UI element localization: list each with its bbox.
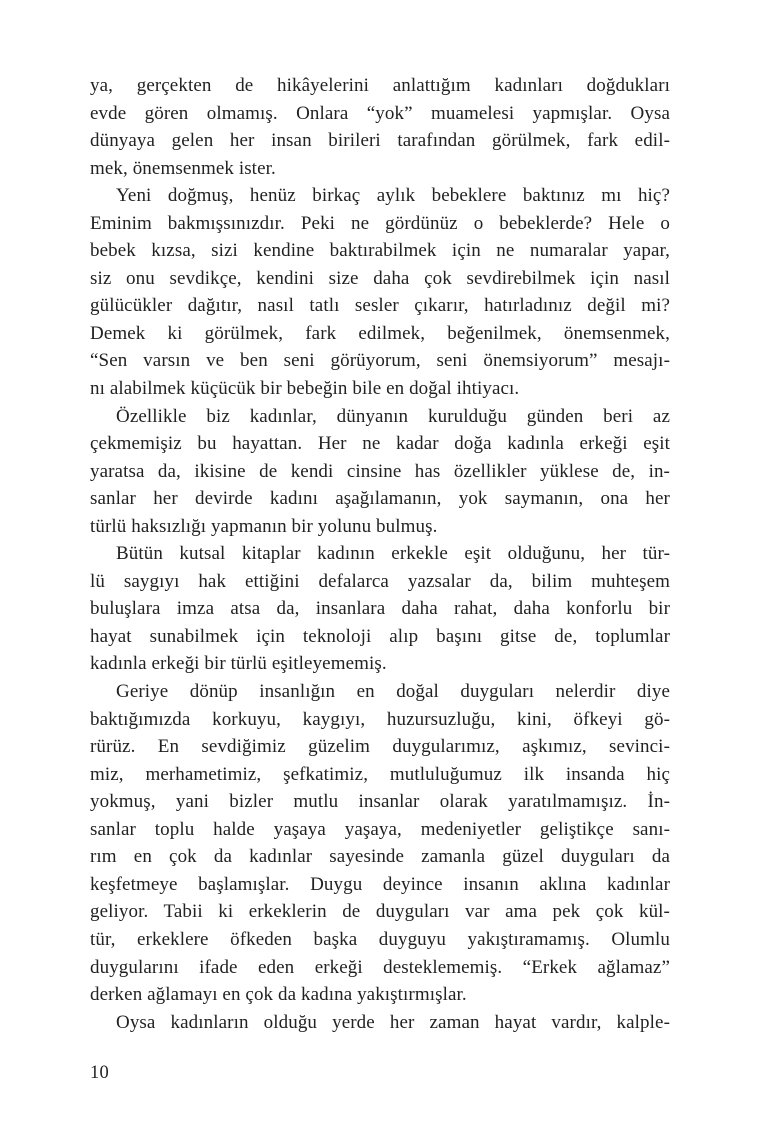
text-line: hayat sunabilmek için teknoloji alıp başını gitse de, toplumlar bbox=[90, 625, 670, 647]
text-line: Bütün kutsal kitaplar kadının erkekle eşit olduğunu, her tür- bbox=[116, 543, 670, 565]
text-line: yokmuş, yani bizler mutlu insanlar olarak yaratılmamışız. İn- bbox=[90, 791, 670, 813]
text-line: nı alabilmek küçücük bir bebeğin bile en doğal ihtiyacı. bbox=[90, 378, 520, 400]
text-line: Oysa kadınların olduğu yerde her zaman hayat vardır, kalple- bbox=[116, 1011, 670, 1033]
text-line: Özellikle biz kadınlar, dünyanın kurulduğu günden beri az bbox=[116, 405, 670, 427]
text-line: çekmemişiz bu hayattan. Her ne kadar doğa kadınla erkeği eşit bbox=[90, 433, 670, 455]
page-number: 10 bbox=[90, 1063, 109, 1083]
text-line: bebek kızsa, sizi kendine baktırabilmek için ne numaralar yapar, bbox=[90, 240, 670, 262]
text-line: dünyaya gelen her insan birileri tarafından görülmek, fark edil- bbox=[90, 130, 670, 152]
body-text bbox=[90, 72, 670, 1036]
text-line: Geriye dönüp insanlığın en doğal duyguları nelerdir diye bbox=[116, 681, 670, 703]
text-line: buluşlara imza atsa da, insanlara daha rahat, daha konforlu bir bbox=[90, 598, 670, 620]
text-line: gülücükler dağıtır, nasıl tatlı sesler çıkarır, hatırladınız değil mi? bbox=[90, 295, 670, 317]
text-line: Eminim bakmışsınızdır. Peki ne gördünüz o bebeklerde? Hele o bbox=[90, 212, 670, 234]
text-line: rım en çok da kadınlar sayesinde zamanla güzel duyguları da bbox=[90, 846, 670, 868]
paragraph bbox=[90, 540, 670, 678]
text-line: Demek ki görülmek, fark edilmek, beğenilmek, önemsenmek, bbox=[90, 322, 670, 344]
text-line: geliyor. Tabii ki erkeklerin de duyguları var ama pek çok kül- bbox=[90, 901, 670, 923]
text-line: siz onu sevdikçe, kendini size daha çok sevdirebilmek için nasıl bbox=[90, 267, 670, 289]
text-line: tür, erkeklere öfkeden başka duyguyu yakıştıramamış. Olumlu bbox=[90, 928, 670, 950]
text-line: sanlar toplu halde yaşaya yaşaya, medeniyetler geliştikçe sanı- bbox=[90, 818, 670, 840]
text-line: sanlar her devirde kadını aşağılamanın, yok saymanın, ona her bbox=[90, 488, 670, 510]
text-line: lü saygıyı hak ettiğini defalarca yazsalar da, bilim muhteşem bbox=[90, 570, 670, 592]
text-line: kadınla erkeği bir türlü eşitleyememiş. bbox=[90, 653, 387, 675]
text-line: baktığımızda korkuyu, kaygıyı, huzursuzluğu, kini, öfkeyi gö- bbox=[90, 708, 670, 730]
text-line: miz, merhametimiz, şefkatimiz, mutluluğumuz ilk insanda hiç bbox=[90, 763, 670, 785]
text-line: yaratsa da, ikisine de kendi cinsine has özellikler yüklese de, in- bbox=[90, 460, 670, 482]
text-line: türlü haksızlığı yapmanın bir yolunu bulmuş. bbox=[90, 515, 438, 537]
paragraph bbox=[90, 1009, 670, 1037]
paragraph bbox=[90, 678, 670, 1009]
paragraph bbox=[90, 403, 670, 541]
text-line: keşfetmeye başlamışlar. Duygu deyince insanın aklına kadınlar bbox=[90, 873, 670, 895]
text-line: rürüz. En sevdiğimiz güzelim duygularımız, aşkımız, sevinci- bbox=[90, 736, 670, 758]
text-line: evde gören olmamış. Onlara “yok” muamelesi yapmışlar. Oysa bbox=[90, 102, 670, 124]
text-line: duygularını ifade eden erkeği desteklememiş. “Erkek ağlamaz” bbox=[90, 956, 670, 978]
text-line: ya, gerçekten de hikâyelerini anlattığım kadınları doğdukları bbox=[90, 75, 670, 96]
paragraph bbox=[90, 72, 670, 182]
text-line: mek, önemsenmek ister. bbox=[90, 157, 276, 179]
text-line: Yeni doğmuş, henüz birkaç aylık bebeklere baktınız mı hiç? bbox=[116, 185, 670, 207]
text-line: “Sen varsın ve ben seni görüyorum, seni önemsiyorum” mesajı- bbox=[90, 350, 670, 372]
text-line: derken ağlamayı en çok da kadına yakıştırmışlar. bbox=[90, 984, 467, 1006]
paragraph bbox=[90, 182, 670, 402]
